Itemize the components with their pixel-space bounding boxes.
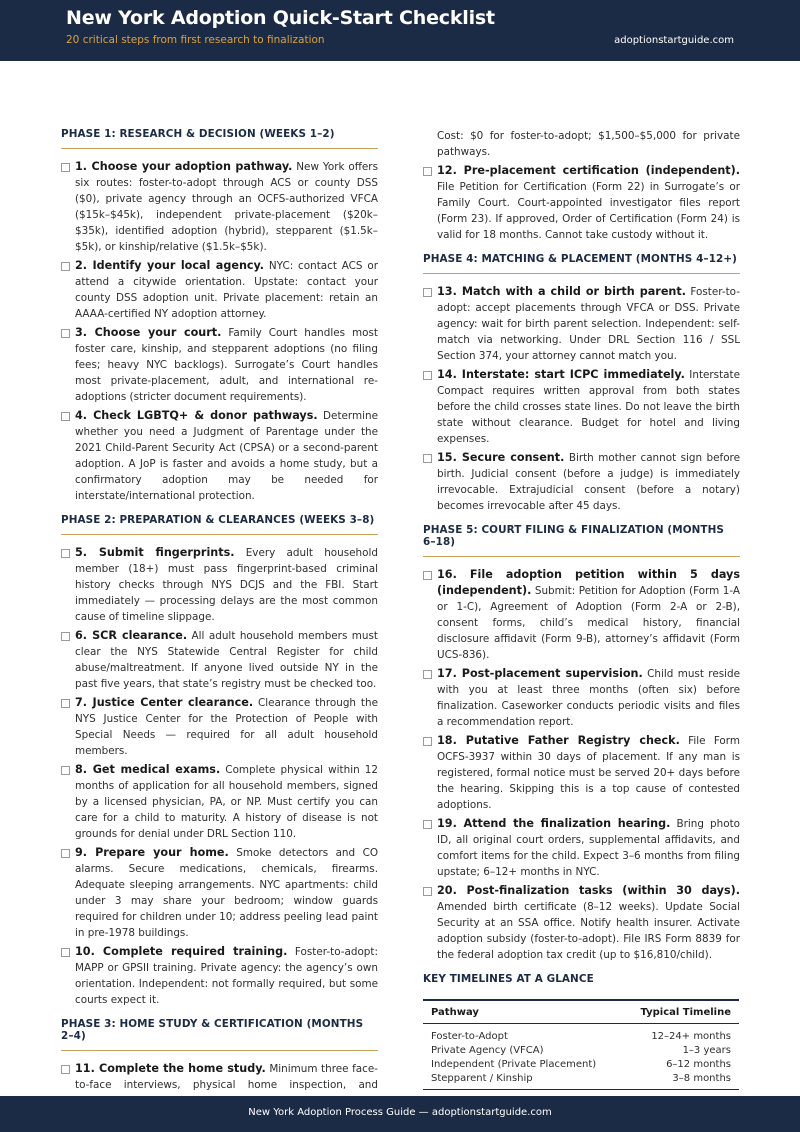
item-body: Smoke detectors and CO alarms. Secure medications, chemicals, firearms. Adequate sleeping arrangements. NYC apartments: child under 3 may share your bedroom; window guards required for children under 10; address peeling lead paint in pre-1978 buildings. [75,847,379,939]
checkbox[interactable] [61,632,70,641]
checklist-item [423,450,740,514]
checklist-item [423,367,740,447]
item-heading: 11. Complete the home study. [75,1062,266,1075]
item-heading: 3. Choose your court. [75,326,222,339]
checkbox[interactable] [423,737,432,746]
checkbox[interactable] [61,163,70,172]
item-heading: 2. Identify your local agency. [75,259,265,272]
phase-heading: PHASE 5: COURT FILING & FINALIZATION (MONTHS 6–18) [423,524,740,557]
timeline-cell: 12–24+ months [651,1031,731,1042]
item-body: All adult household members must clear the NYS Statewide Central Register for child abuse/maltreatment. If anyone lived outside NY in the past five years, that state’s registry must be checked too. [75,630,379,690]
timelines-table [423,999,739,1090]
checklist-item [61,325,378,405]
timelines-heading: KEY TIMELINES AT A GLANCE [423,973,594,985]
right-column [423,128,740,1117]
checklist-item [423,284,740,364]
checklist-item [61,762,378,842]
checklist-item [61,545,378,625]
item-heading: 10. Complete required training. [75,945,288,958]
table-row [423,1024,739,1045]
item-heading: 18. Putative Father Registry check. [437,734,680,747]
checkbox[interactable] [61,549,70,558]
item-body: Every adult household member (18+) must pass fingerprint-based criminal history checks through NYS DCJS and the FBI. Start immediately — processing delays are the most common cause of timeline slippage. [75,547,378,623]
checkbox[interactable] [61,1065,70,1074]
item-body: Family Court handles most foster care, kinship, and stepparent adoptions (no filing fees; heavy NYC backlogs). Surrogate’s Court handles most private-placement, adult, and international re-adoptions (stricter document requirements). [75,327,378,403]
item-heading: 9. Prepare your home. [75,846,229,859]
checkbox[interactable] [61,948,70,957]
timeline-cell: 1–3 years [682,1045,731,1056]
item-heading: 8. Get medical exams. [75,763,221,776]
item-heading: 12. Pre-placement certification (independent). [437,164,740,177]
item-body: Child must reside with you at least three months (often six) before finalization. Caseworker conducts periodic visits and files a recommendation report. [437,668,740,728]
checkbox[interactable] [61,262,70,271]
column-header-timeline: Typical Timeline [622,1000,739,1024]
item-body: Birth mother cannot sign before birth. Judicial consent (before a judge) is immediately irrevocable. Extrajudicial consent (before a notary) becomes irrevocable after 45 days. [437,452,740,512]
checklist-item [423,163,740,243]
item-heading: 15. Secure consent. [437,451,565,464]
checklist-item [61,845,378,941]
item-body: NYC: contact ACS or attend a citywide orientation. Upstate: contact your county DSS adoption unit. Private placement: retain an AAAA-certified NY adoption attorney. [75,260,378,320]
checkbox[interactable] [423,454,432,463]
item-body: File Form OCFS-3937 within 30 days of placement. If any man is registered, formal notice must be served 20+ days before the hearing. Skipping this is a top cause of contested adoptions. [437,735,741,811]
checklist-item [61,159,378,255]
page-title: New York Adoption Quick-Start Checklist [66,7,495,29]
item-body: Clearance through the NYS Justice Center for the Protection of People with Special Needs — required for all adult household members. [75,697,378,757]
phase-heading: PHASE 4: MATCHING & PLACEMENT (MONTHS 4–12+) [423,253,740,274]
item-heading: 20. Post-finalization tasks (within 30 days). [437,884,740,897]
page-footer: New York Adoption Process Guide — adoptionstartguide.com [0,1096,800,1132]
item-heading: 14. Interstate: start ICPC immediately. [437,368,685,381]
item-heading: 19. Attend the finalization hearing. [437,817,671,830]
item-heading: 17. Post-placement supervision. [437,667,643,680]
column-header-pathway: Pathway [423,1000,622,1024]
item-body: Minimum three face-to-face interviews, physical home inspection, and [75,1063,379,1091]
item-body: Foster-to-adopt: accept placements through VFCA or DSS. Private agency: wait for birth parent selection. Independent: self-match via networking. Under DRL Section 116 / SSL Section 374, your attorney cannot match you. [437,286,740,362]
item-body: Determine whether you need a Judgment of Parentage under the 2021 Child-Parent Security Act (CPSA) or a second-parent adoption. A JoP is faster and avoids a home study, but a confirmatory adoption may be needed for interstate/international protection. [75,410,378,502]
item-body: Foster-to-adopt: MAPP or GPSII training. Private agency: the agency’s own orientation. Independent: not formally required, but some courts expect it. [75,946,378,1006]
item-body: Interstate Compact requires written approval from both states before the child crosses state lines. Do not leave the birth state without clearance. Budget for hotel and living expenses. [437,369,741,445]
item-body: Submit: Petition for Adoption (Form 1-A or 1-C), Agreement of Adoption (Form 2-A or 2-B), consent forms, child’s medical history, financial disclosure affidavit (Form 9-B), attorney’s affidavit (Form UCS-836). [437,585,740,661]
page-header [0,0,800,61]
item-body: Bring photo ID, all original court orders, supplemental affidavits, and comfort items for the child. Expect 3–6 months from filing upstate; 6–12+ months in NYC. [437,818,740,878]
item-continuation: Cost: $0 for foster-to-adopt; $1,500–$5,000 for private pathways. [437,130,740,158]
table-row [423,1058,739,1072]
checklist-item [61,695,378,759]
checkbox[interactable] [423,167,432,176]
item-heading: 5. Submit fingerprints. [75,546,235,559]
table-row [423,1072,739,1090]
item-heading: 1. Choose your adoption pathway. [75,160,293,173]
checkbox[interactable] [61,766,70,775]
pathway-cell: Stepparent / Kinship [423,1072,622,1090]
item-body: Complete physical within 12 months of application for all household members, signed by a licensed physician, PA, or NP. Must certify you can care for a child to maturity. A history of disease is not grounds for denial under DRL Section 110. [75,764,378,840]
phase-heading: PHASE 1: RESEARCH & DECISION (WEEKS 1–2) [61,128,378,149]
checklist-item [423,567,740,663]
phase-heading: PHASE 3: HOME STUDY & CERTIFICATION (MONTHS 2–4) [61,1018,378,1051]
item-body: File Petition for Certification (Form 22) in Surrogate’s or Family Court. Court-appointed investigator files report (Form 23). If approved, Order of Certification (Form 24) is valid for 18 months. Cannot take custody without it. [437,181,740,241]
item-heading: 6. SCR clearance. [75,629,188,642]
checklist-item [61,944,378,1008]
table-row [423,1044,739,1058]
checkbox[interactable] [61,699,70,708]
table-header-row [423,1000,739,1024]
checklist-item [423,883,740,963]
checkbox[interactable] [61,412,70,421]
timeline-cell: 6–12 months [666,1059,731,1070]
item-body: New York offers six routes: foster-to-adopt through ACS or county DSS ($0), private agency through an OCFS-authorized VFCA ($15k–$45k), independent private-placement ($20k–$35k), identified adoption (hybrid), stepparent ($1.5k–$5k), or kinship/relative ($1.5k–$5k). [75,161,378,253]
left-column [61,128,378,1128]
checklist-item [61,258,378,322]
checklist-item [423,733,740,813]
checkbox[interactable] [423,288,432,297]
checklist-item [61,408,378,504]
checkbox[interactable] [61,329,70,338]
item-heading: 7. Justice Center clearance. [75,696,254,709]
checkbox[interactable] [61,849,70,858]
checkbox[interactable] [423,670,432,679]
item-body: Amended birth certificate (8–12 weeks). Update Social Security at an SSA office. Notify health insurer. Activate adoption subsidy (foster-to-adopt). File IRS Form 8839 for the federal adoption tax credit (up to $16,810/child). [437,901,740,961]
checkbox[interactable] [423,820,432,829]
checkbox[interactable] [423,371,432,380]
page-subtitle: 20 critical steps from first research to finalization [66,34,325,46]
pathway-cell: Foster-to-Adopt [431,1031,508,1042]
item-heading: 4. Check LGBTQ+ & donor pathways. [75,409,318,422]
item-heading: 13. Match with a child or birth parent. [437,285,686,298]
item-heading: 16. File adoption petition within 5 days (independent). [437,568,740,597]
checkbox[interactable] [423,571,432,580]
checklist-item [423,816,740,880]
phase-heading: PHASE 2: PREPARATION & CLEARANCES (WEEKS 3–8) [61,514,378,535]
pathway-cell: Independent (Private Placement) [431,1059,597,1070]
pathway-cell: Private Agency (VFCA) [431,1045,544,1056]
checkbox[interactable] [423,887,432,896]
checklist-item [423,666,740,730]
timeline-cell: 3–8 months [622,1072,739,1090]
checklist-item [61,628,378,692]
header-site-link[interactable]: adoptionstartguide.com [614,35,734,46]
